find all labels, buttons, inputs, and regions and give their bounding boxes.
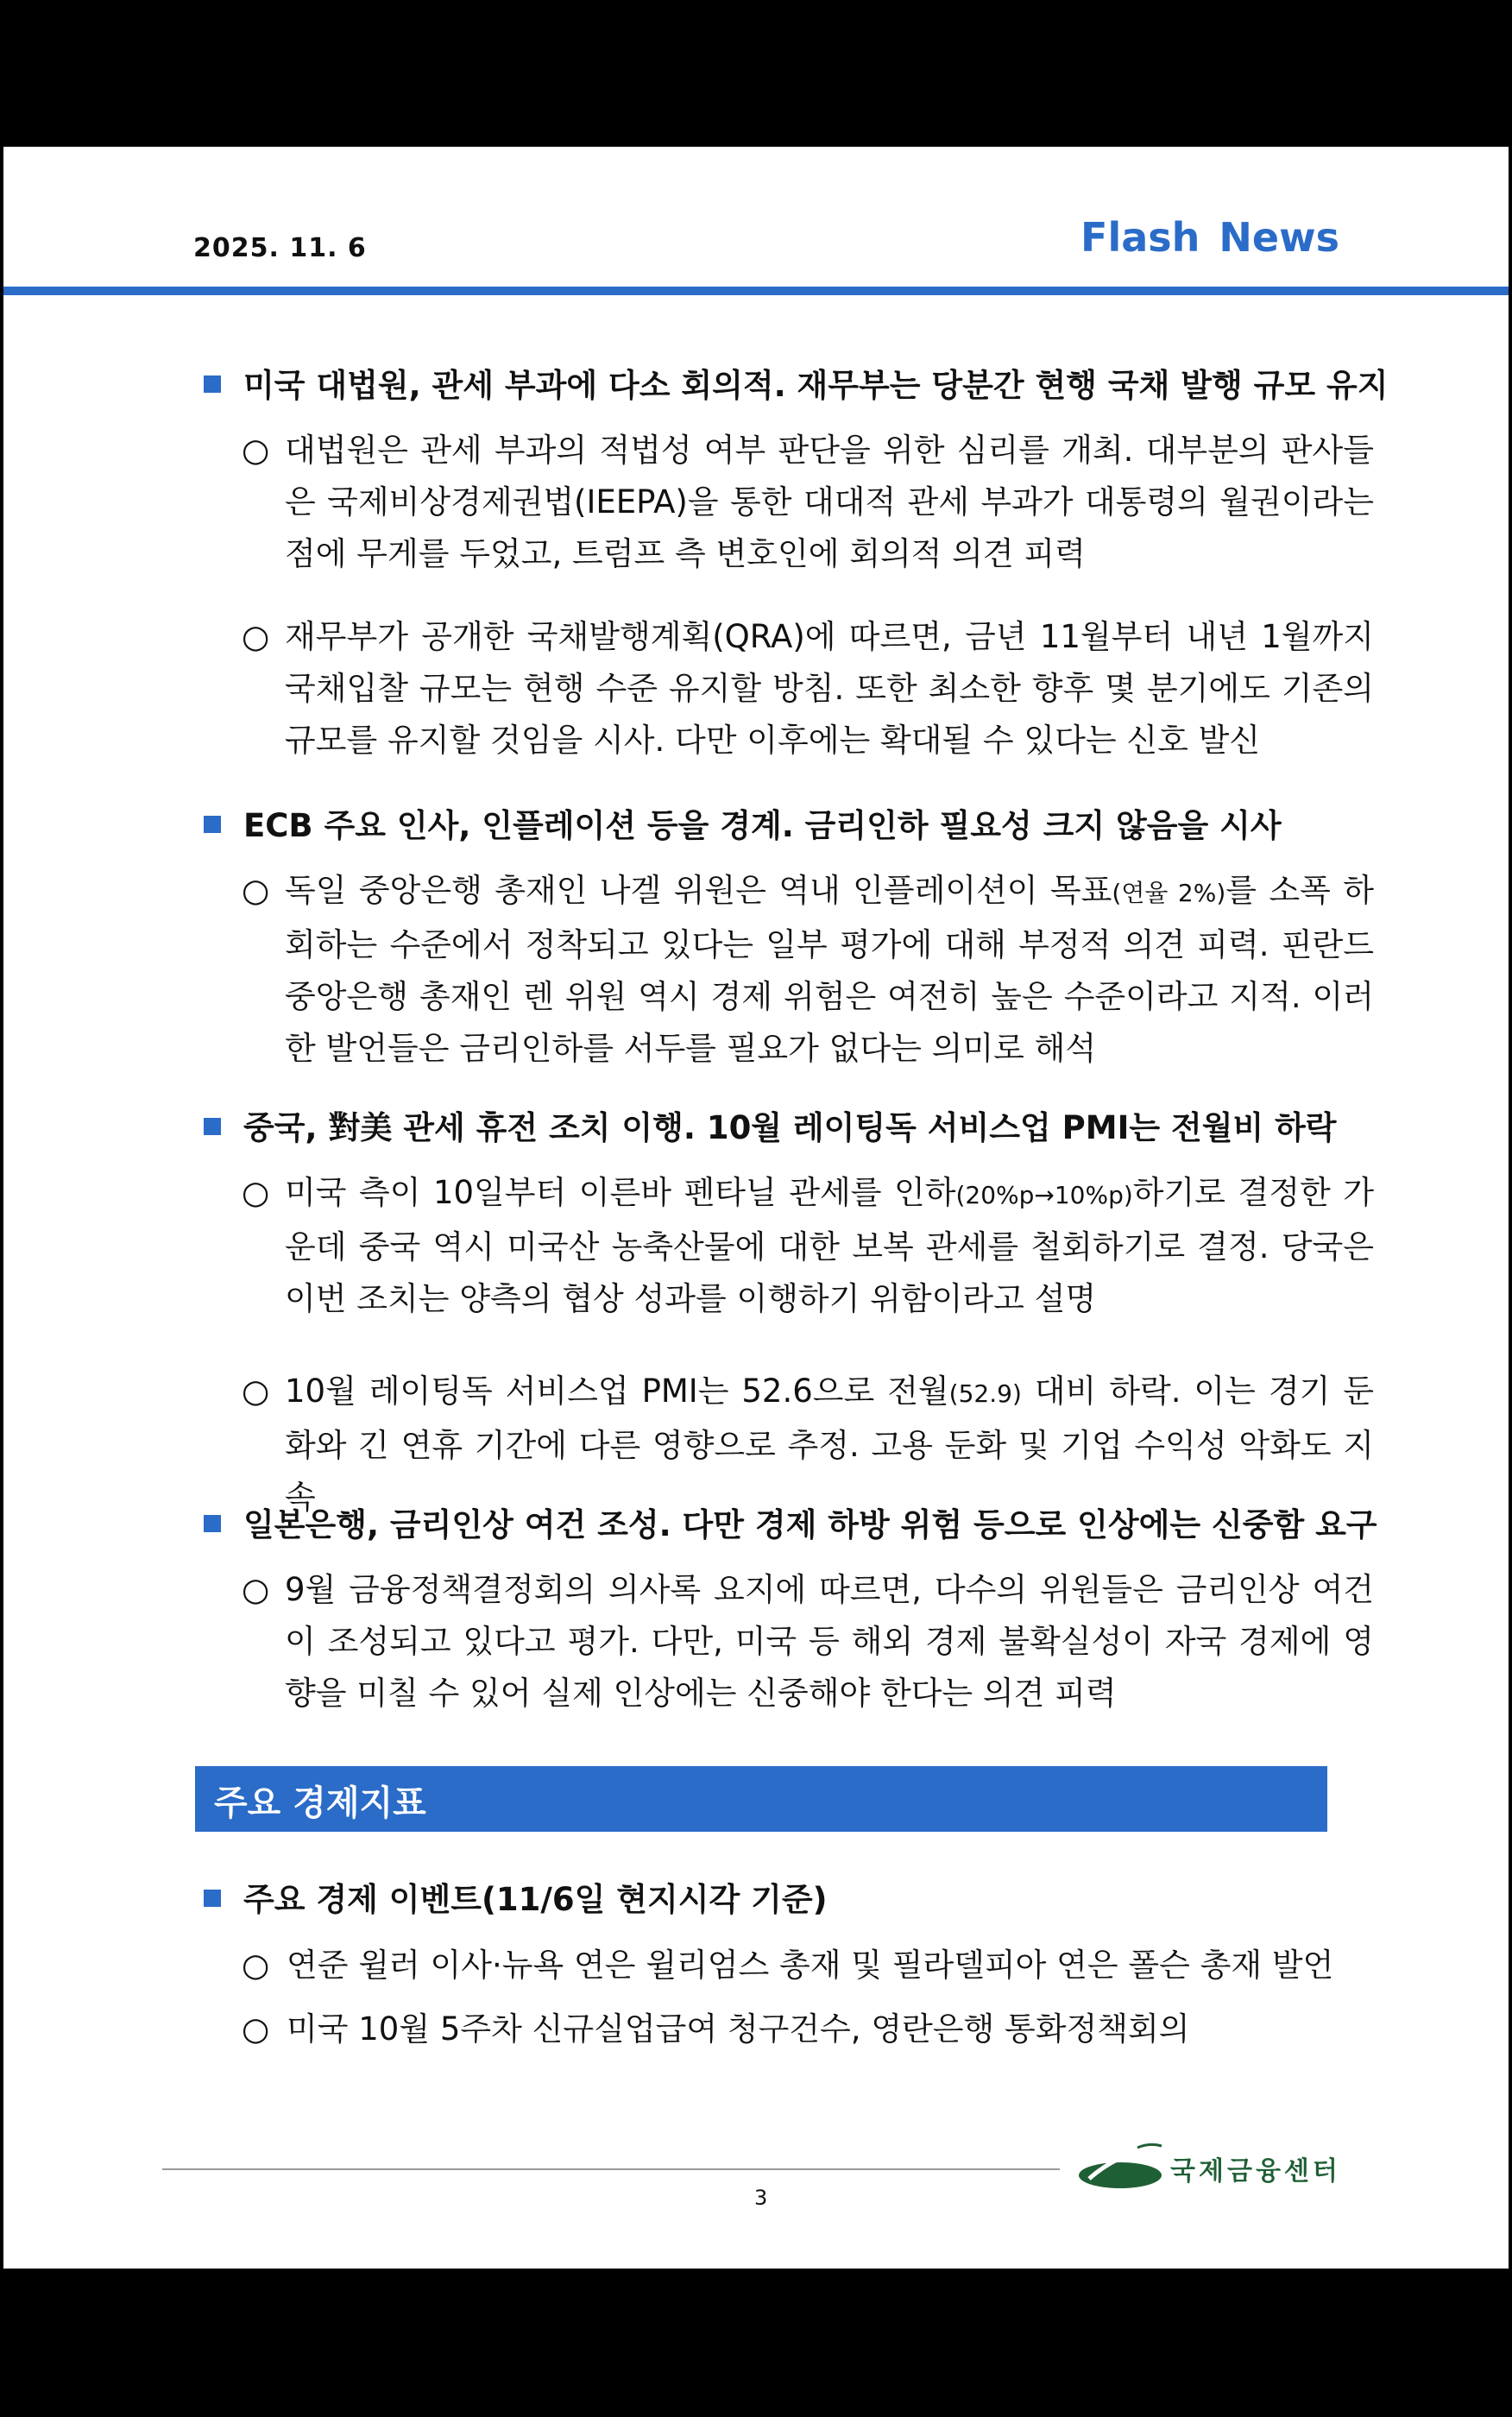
paragraph: ○ 대법원은 관세 부과의 적법성 여부 판단을 위한 심리를 개최. 대부분의 판사들은 국제비상경제권법(IEEPA)을 통한 대대적 관세 부과가 대통령의 월권이라는 점에 무게를 두었고, 트럼프 측 변호인에 회의적 의견 피력 bbox=[242, 425, 1374, 580]
circle-bullet-icon: ○ bbox=[242, 2010, 270, 2048]
report-date: 2025. 11. 6 bbox=[193, 233, 367, 263]
section-heading: 일본은행, 금리인상 여건 조성. 다만 경제 하방 위험 등으로 인상에는 신중함 요구 bbox=[204, 1499, 1377, 1545]
flash-news-title: Flash News bbox=[1080, 214, 1339, 261]
header-rule bbox=[3, 287, 1509, 295]
square-bullet-icon bbox=[204, 816, 221, 833]
square-bullet-icon bbox=[204, 1515, 221, 1532]
section-heading: 주요 경제 이벤트(11/6일 현지시각 기준) bbox=[204, 1873, 827, 1920]
circle-bullet-icon: ○ bbox=[242, 432, 270, 469]
paragraph: ○ 미국 측이 10일부터 이른바 펜타닐 관세를 인하(20%p→10%p)하기로 결정한 가운데 중국 역시 미국산 농축산물에 대한 보복 관세를 철회하기로 결정. 당국은 이번 조치는 양측의 협상 성과를 이행하기 위함이라고 설명 bbox=[242, 1167, 1374, 1325]
circle-bullet-icon: ○ bbox=[242, 1174, 270, 1211]
list-item: ○ 미국 10월 5주차 신규실업급여 청구건수, 영란은행 통화정책회의 bbox=[242, 2010, 1190, 2048]
organization-name: 국제금융센터 bbox=[1170, 2156, 1341, 2187]
section-heading: 미국 대법원, 관세 부과에 다소 회의적. 재무부는 당분간 현행 국채 발행 규모 유지 bbox=[204, 359, 1388, 406]
kcif-logo-icon bbox=[1077, 2142, 1163, 2194]
paragraph: ○ 9월 금융정책결정회의 의사록 요지에 따르면, 다수의 위원들은 금리인상 여건이 조성되고 있다고 평가. 다만, 미국 등 해외 경제 불확실성이 자국 경제에 영향을 미칠 수 있어 실제 인상에는 신중해야 한다는 의견 피력 bbox=[242, 1564, 1374, 1720]
section-heading: 중국, 對美 관세 휴전 조치 이행. 10월 레이팅독 서비스업 PMI는 전월비 하락 bbox=[204, 1101, 1337, 1148]
square-bullet-icon bbox=[204, 375, 221, 393]
list-item: ○ 연준 윌러 이사·뉴욕 연은 윌리엄스 총재 및 필라델피아 연은 폴슨 총재 발언 bbox=[242, 1947, 1334, 1984]
circle-bullet-icon: ○ bbox=[242, 1373, 270, 1410]
section-heading: ECB 주요 인사, 인플레이션 등을 경계. 금리인하 필요성 크지 않음을 시사 bbox=[204, 799, 1282, 846]
square-bullet-icon bbox=[204, 1118, 221, 1135]
document-page bbox=[3, 147, 1509, 2269]
footer-rule bbox=[162, 2168, 1060, 2170]
paragraph: ○ 재무부가 공개한 국채발행계획(QRA)에 따르면, 금년 11월부터 내년 1월까지 국채입찰 규모는 현행 수준 유지할 방침. 또한 최소한 향후 몇 분기에도 기존의 규모를 유지할 것임을 시사. 다만 이후에는 확대될 수 있다는 신호 발신 bbox=[242, 611, 1374, 767]
circle-bullet-icon: ○ bbox=[242, 872, 270, 909]
page-number: 3 bbox=[754, 2186, 768, 2210]
circle-bullet-icon: ○ bbox=[242, 1947, 270, 1984]
circle-bullet-icon: ○ bbox=[242, 1571, 270, 1608]
circle-bullet-icon: ○ bbox=[242, 618, 270, 655]
paragraph: ○ 10월 레이팅독 서비스업 PMI는 52.6으로 전월(52.9) 대비 하락. 이는 경기 둔화와 긴 연휴 기간에 다른 영향으로 추정. 고용 둔화 및 기업 수익성 악화도 지속 bbox=[242, 1366, 1374, 1524]
square-bullet-icon bbox=[204, 1890, 221, 1907]
indicators-banner: 주요 경제지표 bbox=[195, 1766, 1327, 1832]
paragraph: ○ 독일 중앙은행 총재인 나겔 위원은 역내 인플레이션이 목표(연율 2%)를 소폭 하회하는 수준에서 정착되고 있다는 일부 평가에 대해 부정적 의견 피력. 핀란드 중앙은행 총재인 렌 위원 역시 경제 위험은 여전히 높은 수준이라고 지적. 이러한 발언들은 금리인하를 서두를 필요가 없다는 의미로 해석 bbox=[242, 865, 1374, 1075]
